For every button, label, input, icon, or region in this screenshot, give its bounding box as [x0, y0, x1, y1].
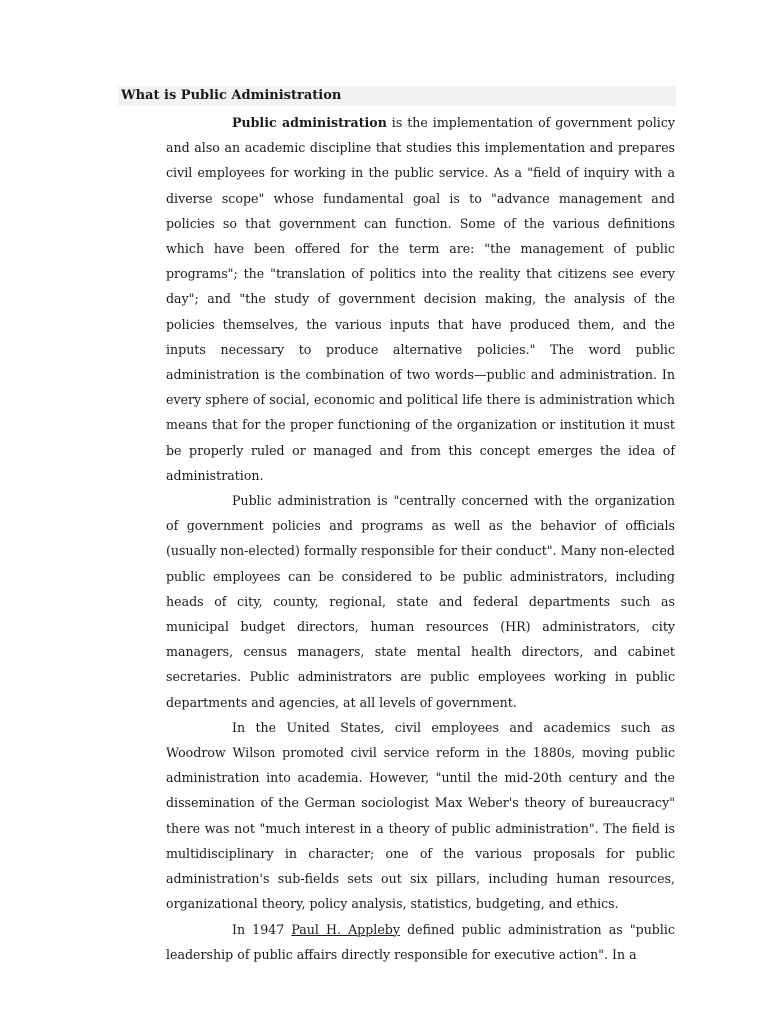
page-title: What is Public Administration [121, 88, 342, 103]
document-body [166, 110, 675, 967]
appleby-link[interactable]: Paul H. Appleby [291, 921, 400, 937]
paragraph-4-end: defined public administration as "public leadership of public affairs directly responsible for executive action". In a [166, 921, 675, 962]
paragraph-4 [166, 917, 675, 967]
paragraph-3: In the United States, civil employees and academics such as Woodrow Wilson promoted civil service reform in the 1880s, moving public administration into academia. However, "until the mid-20th century and the dissemination of the German sociologist Max Weber's theory of bureaucracy" there was not "much interest in a theory of public administration". The field is multidisciplinary in character; one of the various proposals for public administration's sub-fields sets out six pillars, including human resources, organizational theory, policy analysis, statistics, budgeting, and ethics. [166, 719, 675, 912]
paragraph-4-start: In 1947 [232, 921, 292, 937]
paragraph-1-text: is the implementation of government policy and also an academic discipline that studies this implementation and prepares civil employees for working in the public service. As a "field of inquiry with a diverse scope" whose fundamental goal is to "advance management and policies so that government can function. Some of the various definitions which have been offered for the term are: "the management of public programs"; the "translation of politics into the reality that citizens see every day"; and "the study of government decision making, the analysis of the policies themselves, the various inputs that have produced them, and the inputs necessary to produce alternative policies." The word public administration is the combination of two words—public and administration. In every sphere of social, economic and political life there is administration which means that for the proper functioning of the organization or institution it must be properly ruled or managed and from this concept emerges the idea of administration. [166, 115, 675, 483]
paragraph-1 [166, 110, 675, 488]
paragraph-2: Public administration is "centrally concerned with the organization of government policies and programs as well as the behavior of officials (usually non-elected) formally responsible for their conduct". Many non-elected public employees can be considered to be public administrators, including heads of city, county, regional, state and federal departments such as municipal budget directors, human resources (HR) administrators, city managers, census managers, state mental health directors, and cabinet secretaries. Public administrators are public employees working in public departments and agencies, at all levels of government. [166, 493, 675, 710]
defined-term: Public administration [232, 115, 387, 130]
